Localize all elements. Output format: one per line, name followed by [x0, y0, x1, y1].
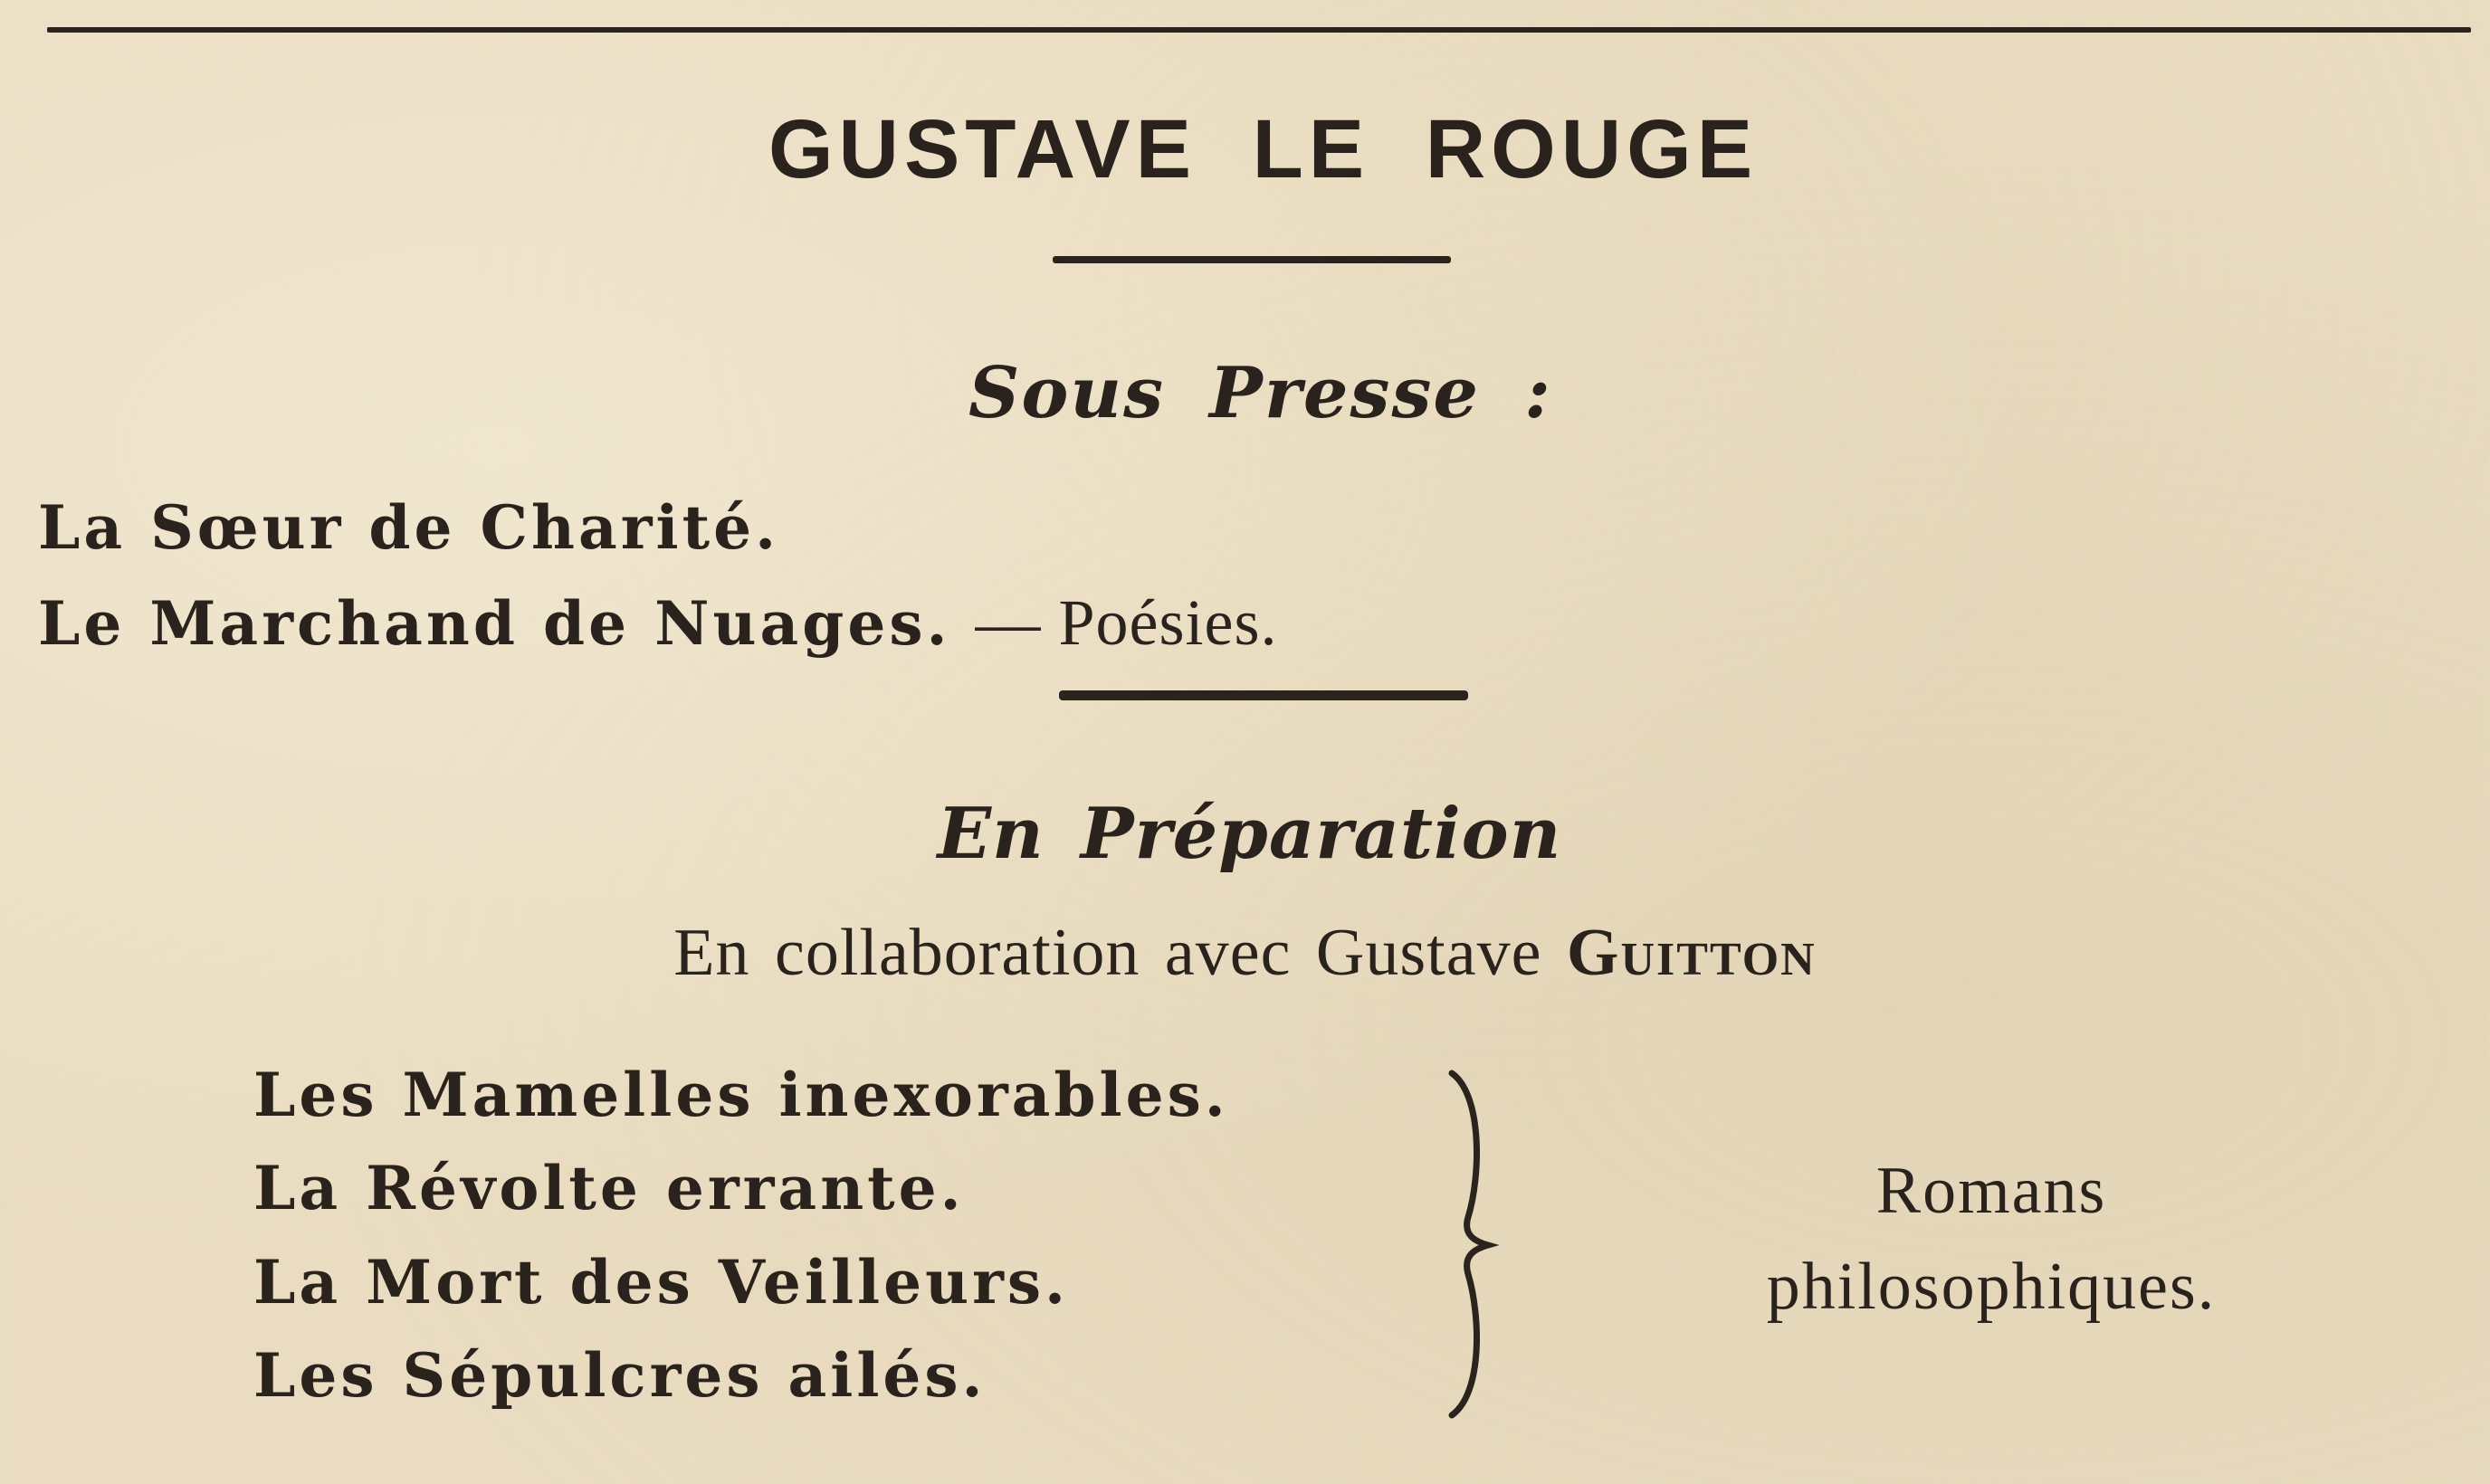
collaborator-surname: Guitton	[1566, 916, 1817, 990]
genre-line-1: Romans	[1875, 1154, 2107, 1228]
sous-presse-heading: Sous Presse :	[968, 352, 1552, 434]
collaboration-prefix: En collaboration avec Gustave	[673, 916, 1542, 990]
collaboration-line	[0, 912, 2490, 994]
section-divider-1	[1053, 256, 1451, 263]
sous-presse-title-2	[38, 582, 1277, 664]
preparation-title-4: Les Sépulcres ailés.	[253, 1340, 987, 1411]
right-brace-icon	[1439, 1068, 1512, 1421]
top-rule	[47, 27, 2471, 33]
genre-line-2: philosophiques.	[1766, 1250, 2217, 1324]
author-name: GUSTAVE LE ROUGE	[768, 103, 1759, 195]
section-divider-2	[1059, 690, 1468, 700]
preparation-title-1: Les Mamelles inexorables.	[253, 1060, 1229, 1130]
sous-presse-title-1	[38, 487, 779, 568]
title-text: Le Marchand de Nuages.	[38, 588, 951, 659]
preparation-title-3: La Mort des Veilleurs.	[253, 1247, 1069, 1318]
genre-label	[1702, 1143, 2281, 1335]
preparation-title-2: La Révolte errante.	[253, 1153, 965, 1223]
en-preparation-heading: En Préparation	[937, 793, 1562, 875]
title-genre-note: — Poésies.	[975, 586, 1278, 659]
title-text: La Sœur de Charité.	[38, 492, 780, 563]
